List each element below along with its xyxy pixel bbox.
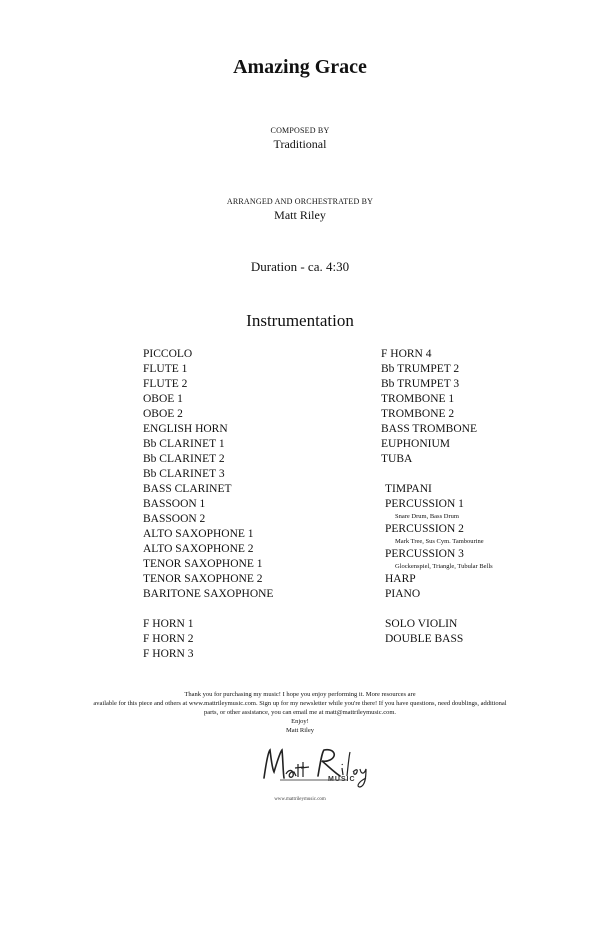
thank-you-note <box>0 690 600 735</box>
footer-line: Thank you for purchasing my music! I hope you enjoy performing it. More resources are <box>184 691 416 698</box>
instrument-item: TENOR SAXOPHONE 1 <box>143 558 263 570</box>
instrument-item: BASS TROMBONE <box>381 423 477 435</box>
instrument-item: TROMBONE 2 <box>381 408 455 420</box>
instrument-item: OBOE 2 <box>143 408 183 420</box>
instrument-item: TROMBONE 1 <box>381 393 455 405</box>
instrument-list-left <box>143 347 273 662</box>
instrument-item: F HORN 2 <box>143 633 194 645</box>
instrument-item: SOLO VIOLIN <box>385 618 458 630</box>
composed-by-label: COMPOSED BY <box>270 126 330 135</box>
instrument-item: BASSOON 2 <box>143 513 206 525</box>
instrument-item: PERCUSSION 2 <box>385 523 464 535</box>
instrument-list-right <box>381 347 493 647</box>
logo-music-text: MUSIC <box>328 776 356 783</box>
instrument-item: HARP <box>385 573 416 585</box>
instrument-item: BASS CLARINET <box>143 483 232 495</box>
footer-line: Enjoy! <box>291 718 309 725</box>
duration: Duration - ca. 4:30 <box>250 259 350 274</box>
instrument-item: ENGLISH HORN <box>143 423 228 435</box>
arranger-name: Matt Riley <box>274 208 326 222</box>
percussion-detail: Mark Tree, Sus Cym. Tambourine <box>395 538 484 545</box>
instrument-item: PIANO <box>385 588 421 600</box>
instrument-item: DOUBLE BASS <box>385 633 464 645</box>
footer-line: Matt Riley <box>286 727 314 734</box>
footer-line: parts, or other assistance, you can email me at matt@mattrileymusic.com. <box>203 709 397 716</box>
percussion-detail: Glockenspiel, Triangle, Tubular Bells <box>395 563 493 570</box>
instrument-item: ALTO SAXOPHONE 2 <box>143 543 254 555</box>
percussion-detail: Snare Drum, Bass Drum <box>395 513 459 520</box>
instrumentation-heading: Instrumentation <box>246 311 354 330</box>
instrument-item: Bb CLARINET 2 <box>143 453 225 465</box>
instrument-item: F HORN 4 <box>381 348 432 360</box>
instrument-item: Bb TRUMPET 3 <box>381 378 460 390</box>
instrument-item: Bb CLARINET 1 <box>143 438 225 450</box>
instrument-item: Bb CLARINET 3 <box>143 468 225 480</box>
instrument-item: EUPHONIUM <box>381 438 450 450</box>
instrument-item: FLUTE 1 <box>143 363 188 375</box>
instrument-item: F HORN 3 <box>143 648 194 660</box>
instrument-item: ALTO SAXOPHONE 1 <box>143 528 254 540</box>
website-url[interactable]: www.mattrileymusic.com <box>274 797 326 802</box>
matt-riley-music-logo <box>250 744 380 790</box>
instrument-item: PICCOLO <box>143 348 193 360</box>
page-title: Amazing Grace <box>233 56 367 78</box>
instrument-item: BARITONE SAXOPHONE <box>143 588 274 600</box>
instrument-item: BASSOON 1 <box>143 498 206 510</box>
instrument-item: Bb TRUMPET 2 <box>381 363 460 375</box>
instrument-item: PERCUSSION 3 <box>385 548 464 560</box>
instrument-item: FLUTE 2 <box>143 378 188 390</box>
instrument-item: PERCUSSION 1 <box>385 498 464 510</box>
arranged-by-label: ARRANGED AND ORCHESTRATED BY <box>226 197 374 206</box>
instrument-item: TUBA <box>381 453 413 465</box>
logo-signature-icon <box>250 744 380 790</box>
composer-name: Traditional <box>273 137 327 151</box>
footer-line: available for this piece and others at www.mattrileymusic.com. Sign up for my newsletter while you're there! If you have questions, need doublings, additional <box>93 700 507 707</box>
instrument-item: F HORN 1 <box>143 618 194 630</box>
instrument-item: TENOR SAXOPHONE 2 <box>143 573 263 585</box>
instrument-item: TIMPANI <box>385 483 432 495</box>
instrument-item: OBOE 1 <box>143 393 183 405</box>
